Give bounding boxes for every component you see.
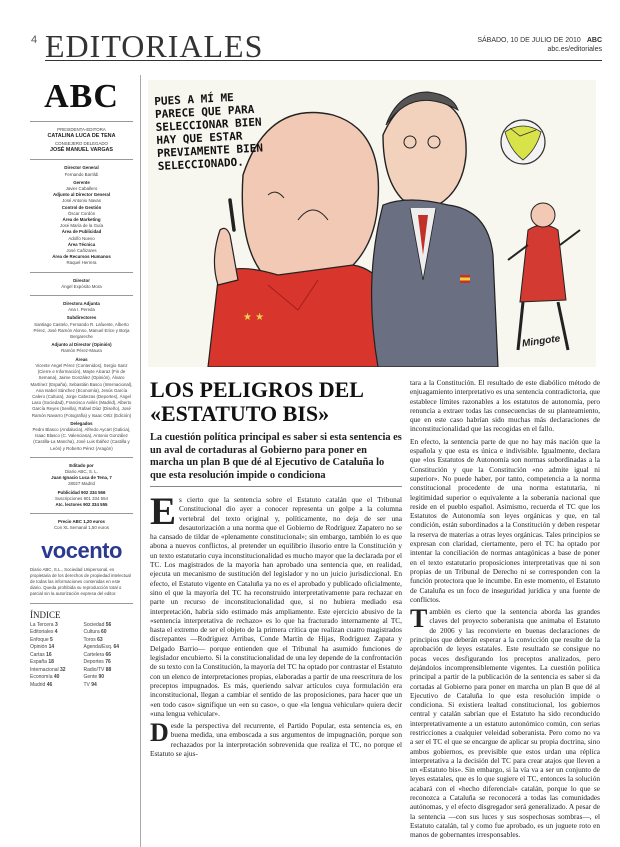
cartoon-speech-bubble: PUES A MÍ ME PARECE QUE PARA SELECCIONAR BIEN HAY QUE ESTAR PREVIAMENTE BIEN SELECCIONADO. — [154, 90, 264, 173]
masthead-line: Área de Recursos Humanos — [52, 254, 111, 260]
masthead-line: Pedro Blasco (Andalucía), Alfredo Aycart (Galicia), Isaac Blasco (C. Valenciana), Antonio González (Castilla-La Mancha), José Luis Ibáñez (Castilla y León) y Roberto Pérez (Aragón) — [32, 426, 131, 451]
masthead-line: 28027 Madrid — [68, 481, 95, 487]
index-item[interactable] — [30, 659, 80, 667]
index-item-label: Gente — [83, 674, 98, 681]
masthead-line: Precio ABC 1,20 euros — [58, 519, 105, 525]
index-item-label: Sociedad — [83, 621, 105, 628]
index-item[interactable] — [30, 682, 80, 690]
masthead-line: Director — [73, 277, 90, 283]
masthead-line: José Cañizares — [66, 248, 97, 254]
index-item-label: La Tercera — [30, 621, 54, 628]
masthead-line: Subdirectores — [66, 315, 97, 321]
index-item[interactable] — [30, 637, 80, 645]
masthead-line: Área de Marketing — [62, 217, 101, 223]
masthead-line: Javier Caballero — [65, 186, 98, 192]
cartoon-signature: Mingote — [521, 333, 561, 350]
index-item-label: Cultura — [83, 629, 100, 636]
masthead-block — [30, 463, 133, 488]
index-item[interactable] — [84, 667, 134, 675]
page-header-info — [477, 36, 602, 54]
masthead-credits — [30, 127, 133, 532]
masthead-line: Raquel Herrera — [66, 260, 97, 266]
index-item-label: Opinión — [30, 644, 48, 651]
header-rule — [45, 60, 602, 61]
index-title: ÍNDICE — [30, 609, 61, 620]
index-item[interactable] — [84, 674, 134, 682]
index-item[interactable] — [84, 637, 134, 645]
masthead-block — [30, 315, 133, 340]
masthead-block — [30, 180, 133, 267]
index-item-page: 76 — [105, 659, 111, 666]
masthead-line: Delegados — [70, 420, 93, 426]
masthead-block — [30, 519, 133, 531]
masthead-line: Con XL Semanal 1,50 euros — [54, 525, 109, 531]
masthead-block — [30, 490, 133, 509]
index-item-page: 40 — [53, 674, 60, 681]
index-item[interactable] — [84, 629, 134, 637]
masthead-line: Directora Adjunta — [63, 301, 100, 307]
masthead-column — [30, 78, 133, 689]
svg-text:★ ★: ★ ★ — [243, 312, 265, 323]
index-item-page: 90 — [98, 674, 105, 681]
masthead-divider — [30, 295, 133, 296]
index-item-page: 4 — [54, 629, 58, 636]
masthead-line: Diario ABC, S. L. — [65, 468, 98, 474]
index-item-label: Toros — [83, 636, 96, 643]
masthead-line: Director General — [64, 165, 99, 171]
masthead-line: Juan Ignacio Luca de Tena, 7 — [51, 475, 112, 481]
index-item[interactable] — [30, 622, 80, 630]
masthead-line: Adjunto al Director (Opinión) — [51, 342, 112, 348]
index-item-page: 64 — [113, 644, 120, 651]
masthead-divider — [30, 121, 133, 122]
index-item[interactable] — [30, 667, 80, 675]
index-item-page: 32 — [60, 666, 66, 673]
masthead-line: Ramón Pérez-Maura — [61, 348, 102, 354]
masthead-line: Áreas — [75, 356, 88, 362]
masthead-line: Adjunto al Director General — [52, 192, 111, 198]
masthead-line: Área Técnica — [67, 241, 96, 247]
masthead-block — [30, 342, 133, 354]
masthead-line: Santiago Castelo, Fernando R. Lafuente, Alberto Pérez, José Ramón Alonso, Manuel Erice y Borja Bergareche — [33, 321, 130, 340]
masthead-line: Adolfo Nuevo — [68, 235, 95, 241]
masthead-divider — [30, 272, 133, 273]
index-item-label: Agenda/Esq. — [83, 644, 113, 651]
masthead-line: CATALINA LUCA DE TENA — [47, 133, 116, 140]
index-item[interactable] — [30, 629, 80, 637]
masthead-block — [30, 421, 133, 452]
abc-logo: ABC — [44, 78, 119, 115]
masthead-line: Vicente Angel Pérez (Contenidos), Sergio Sanz (Cierre e Información), Mayte Alcaraz (Fin de Semana), Jaime González (Opinión), Álvaro Martínez (España), Sebastián Basco (Internacional), Ana Isabel Sánchez (Economía), Jesús García Calero (Cultura), Jorge Cabezas (Deportes), Ángel Laso (Sociedad), Francisco Avilés (Madrid), Alberto García Reyes (Sevilla), Rafael Díaz (Diseño), José Ramón Navarro (Fotografía) y Isaac Ortiz (Edición) — [30, 362, 133, 418]
masthead-line: Área de Publicidad — [61, 229, 102, 235]
index-item-label: TV — [83, 681, 90, 688]
index-item-page: 46 — [46, 681, 53, 688]
index-item-page: 94 — [91, 681, 97, 688]
index-item[interactable] — [30, 644, 80, 652]
masthead-block — [30, 357, 133, 419]
index-item-page: 16 — [46, 651, 52, 658]
index-item-page: 5 — [50, 636, 53, 643]
page-date: SÁBADO, 10 DE JULIO DE 2010 — [477, 37, 581, 44]
index-item[interactable] — [84, 652, 134, 660]
editorial-paragraph: Es cierto que la sentencia sobre el Estatuto catalán que el Tribunal Constitucional dio ayer a conocer representa un golpe a la columna vertebral del texto original y, políticamente, no deja de ser una desautorización a una norma que el Gobierno de Rodríguez Zapatero no se ha cansado de tildar de «plenamente constitucional»; sin embargo, también lo es que abona a nuevos conflictos, al pretender un equilibrio ilusorio entre la Constitución y un texto estatutario cuya inconstitucionalidad es mucho mayor que la declarada por el TC. Los magistrados de la mayoría han aprobado una sentencia que, en realidad, ejecuta un mecanismo de sustitución del legislador y no un juicio jurisdiccional. En efecto, el Estatuto vigente en Cataluña ya no es el aprobado y publicado oficialmente, sino el que la mayoría del TC ha reconstruido interpretativamente para rechazar en parte un recurso de inconstitucionalidad que, si no hubiera mediado esa interpretación, habría sido estimado más ampliamente. Este ejercicio abusivo de la «sentencia interpretativa de rechazo» es lo que ha fracturado internamente al TC, hasta el extremo de ser el objeto de la primera crítica que realizan cuatro magistrados discrepantes —Rodríguez Arribas, Conde Martín de Hijas, Rodríguez Zapata y Delgado Barrio— porque entienden que el Tribunal ha asumido funciones de legislador encubierto. Si la constitucionalidad de una ley depende de la confrontación de su texto con la Constitución, la mayoría del TC ha optado por contrastar el Estatuto con un elenco de interpretaciones propias, elaboradas a partir de una reescritura de los preceptos impugnados. Es más, queriendo salvar artículos cuya formulación era inconstitucional, llegan a cambiar el sentido de las proposiciones, para hacer que un «en todo caso» signifique un «en su caso», o que «la lengua vehicular» quiera decir «una lengua vehicular». — [150, 490, 402, 718]
index-item-label: España — [30, 659, 47, 666]
editorial-column-1 — [150, 490, 402, 761]
index-item[interactable] — [84, 682, 134, 690]
page-url[interactable]: abc.es/editoriales — [547, 46, 602, 53]
index-item-page: 60 — [101, 629, 107, 636]
index-item-label: Editoriales — [30, 629, 54, 636]
masthead-block — [30, 127, 133, 154]
editorial-paragraph: Desde la perspectiva del recurrente, el Partido Popular, esta sentencia es, en buena medida, una emboscada a sus argumentos de impugnación, porque son rechazados por la interpretación sobrevenida que realiza el TC, no porque el Estatuto se ajus- — [150, 718, 402, 759]
index-item-label: Radio/TV — [83, 666, 105, 673]
masthead-line: CONSEJERO DELEGADO — [55, 140, 108, 146]
masthead-line: José María de la Guía — [59, 223, 104, 229]
masthead-line: José Antonio Navas — [62, 198, 101, 204]
vocento-logo: vocento — [41, 537, 122, 563]
index-item[interactable] — [30, 652, 80, 660]
page-number: 4 — [31, 34, 38, 46]
masthead-line: Ángel Expósito Mora — [61, 283, 102, 289]
index-item-label: Deportes — [83, 659, 104, 666]
section-title: EDITORIALES — [45, 28, 264, 64]
index-item-label: Madrid — [30, 681, 46, 688]
legal-notice: Diario ABC, S.L., Sociedad Unipersonal, es propietaria de los derechos de propiedad intelectual de todas las informaciones contenidas en este diario. Queda prohibida su reproducción total o parcial sin la autorización expresa del editor. — [30, 566, 131, 597]
masthead-line: PRESIDENTA-EDITORA — [57, 127, 106, 132]
index-item-page: 18 — [48, 659, 54, 666]
masthead-line: Gerente — [73, 179, 90, 185]
index-item[interactable] — [30, 674, 80, 682]
index-list — [30, 622, 133, 690]
index-item-label: Economía — [30, 674, 53, 681]
index-item-label: Cartas — [30, 651, 45, 658]
masthead-divider — [30, 513, 133, 514]
editorial-lead: La cuestión política principal es saber si esta sentencia es un aval de cortaduras al Gobierno para poner en marcha un plan B que dé al Ejecutivo de Cataluña lo que esta resolución impide o condiciona — [150, 432, 402, 481]
index-item-page: 56 — [105, 621, 112, 628]
masthead-divider — [30, 457, 133, 458]
index-item[interactable] — [84, 659, 134, 667]
editorial-paragraph: tara a la Constitución. El resultado de este diabólico método de enjuagamiento interpretativo es una sentencia contradictoria, que establece límites razonables a los estatutos de autonomía, pero renuncia a extraer todas las consecuencias de su planteamiento, que en este caso habrían sido muchas más declaraciones de inconstitucionalidad que las recogidas en el fallo. — [410, 378, 600, 434]
index-divider — [30, 603, 133, 604]
index-item[interactable] — [84, 622, 134, 630]
editorial-headline: LOS PELIGROS DEL «ESTATUTO BIS» — [150, 377, 363, 426]
masthead-block — [30, 278, 133, 290]
masthead-line: JOSÉ MANUEL VARGAS — [50, 146, 113, 153]
index-item-page: 66 — [105, 651, 112, 658]
index-item-page: 3 — [54, 621, 58, 628]
masthead-line: Atc. lectores 902 334 555 — [55, 501, 108, 507]
masthead-line: Óscar Cordón — [67, 210, 96, 216]
index-item-page: 63 — [97, 636, 103, 643]
editorial-column-2 — [410, 378, 600, 843]
editorial-paragraph: En efecto, la sentencia parte de que no hay más nación que la española y que esta es única e indivisible. Igualmente, declara que «los Estatutos de Autonomía son normas subordinadas a la Constitución y que la Constitución «no admite igual ni superior». No puede haber, por tanto, competencia a la norma constitucional procedente de una norma estatutaria, ni legitimidad superior o equivalente a la soberanía nacional que reside en el pueblo español. Asimismo, recuerda el TC que los Estatutos de Autonomía son leyes orgánicas y que, en tal condición, están subordinados a la Constitución y deben respetar la reserva de materias a otras leyes orgánicas. Tales principios se expresan con claridad, ciertamente, pero el TC ha optado por intentar la conciliación de normas antagónicas a base de poner en el texto estatutario proposiciones interpretativas que ni son propias de un Tribunal de Derecho ni se corresponden con la función protectora que le incumbe. En este momento, el Estatuto de Cataluña es un foco de inseguridad jurídica y una fuente de conflictos. — [410, 436, 600, 604]
masthead-line: Suscripciones 901 334 554 — [55, 495, 108, 501]
index-item-label: Cartelera — [83, 651, 105, 658]
index-item-page: 88 — [105, 666, 112, 673]
index-item[interactable] — [84, 644, 134, 652]
page-brand: ABC — [586, 37, 602, 44]
masthead-line: Fernando Barrildi — [64, 171, 99, 177]
masthead-line: Control de Gestión — [61, 204, 102, 210]
masthead-line: Publicidad 902 334 556 — [57, 489, 106, 495]
index-item-label: Enfoque — [30, 636, 49, 643]
index-item-page: 14 — [48, 644, 55, 651]
masthead-block — [30, 165, 133, 177]
masthead-line: Ana I. Pereda — [68, 307, 95, 313]
column-divider — [140, 75, 141, 847]
masthead-divider — [30, 159, 133, 160]
masthead-line: Editado por — [69, 462, 94, 468]
masthead-block — [30, 301, 133, 313]
lead-divider — [150, 486, 402, 487]
editorial-paragraph: También es cierto que la sentencia aborda las grandes claves del proyecto soberanista que animaba el Estatuto de 2006 y las reconvierte en buenas declaraciones de principios que deberán esperar a la convicción que resulte de la aprobación de leyes estatales. Este resultado se consigue no pocas veces desfigurando los preceptos analizados, pero dejándolos incomprensiblemente vigentes. La cuestión política principal a partir de la publicación de la sentencia es saber si da cortadas al Gobierno para poner en marcha un plan B que dé al Ejecutivo de Cataluña lo que esta resolución impide o condiciona. Si existiera lealtad constitucional, los gobiernos central y catalán sabrían que el Estatuto ha sido reconducido interpretativamente a un estatuto autonómico común, con serias restricciones a cualquier veleidad soberanista. Pero como no va a ser el TC el que se encargue de aplicar su propia doctrina, sino ambos gobiernos, es previsible que estos urdan una réplica interpretativa a la decisión del TC para crear atajos que lleven a un «Estatuto bis». Sin embargo, si la vía va a ser un conjunto de leyes estatales, que es lo que sugiere el TC, entonces la solución acabará con el «hecho diferencial» catalán, porque lo que se reconozca a Cataluña se reconocerá a todas las comunidades autónomas, y el efecto disgregador será generalizado. A pesar de la sentencia —con sus luces y sus sospechosas sombras—, el Estatuto catalán, tal y como fue aprobado, es un juguete roto en manos de gobernantes irresponsables. — [410, 604, 600, 840]
index-item-label: Internacional — [30, 666, 59, 673]
